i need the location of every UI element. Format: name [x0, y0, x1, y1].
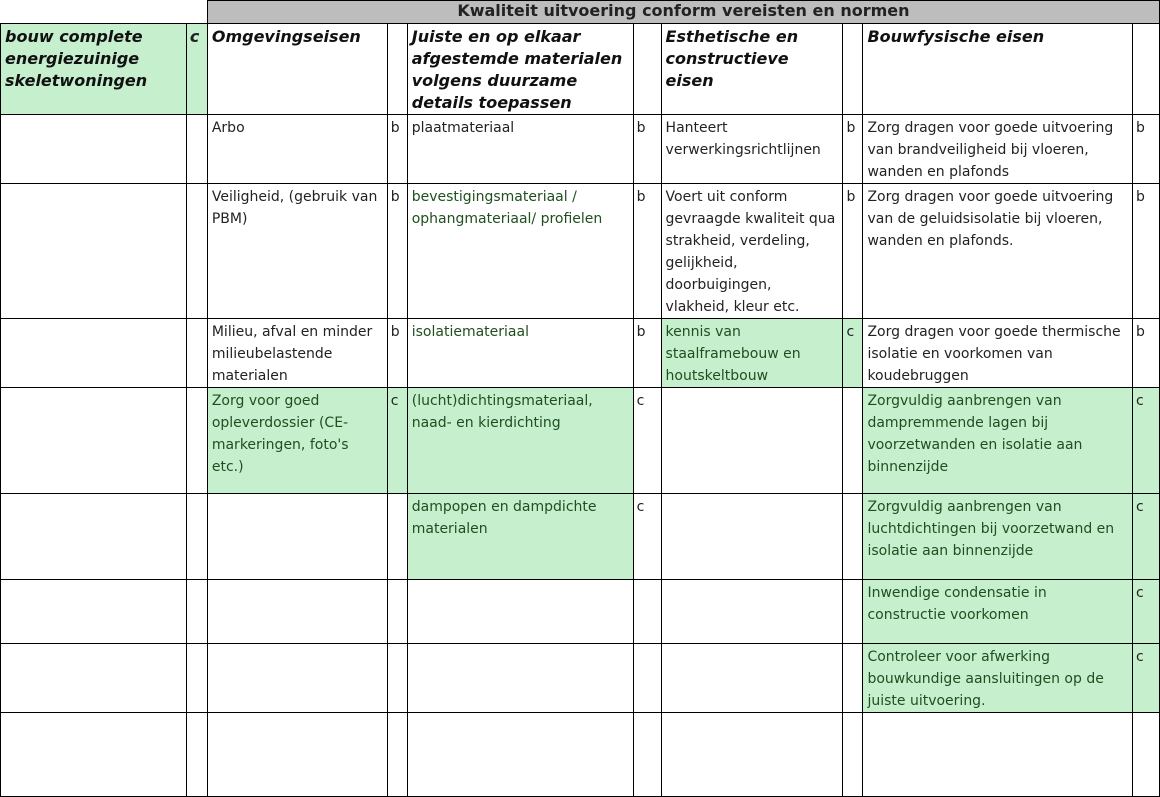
- cell-esthetisch: Hanteert verwerkingsrichtlijnen: [661, 115, 843, 184]
- row-col1-empty: [1, 494, 187, 580]
- row-col1-flag-empty: [186, 319, 207, 388]
- table-row: [1, 494, 1160, 580]
- cell-omgeving: [207, 494, 387, 580]
- row-col1-empty: [1, 115, 187, 184]
- cell-flag: b: [1132, 115, 1159, 184]
- row-empty: [843, 713, 863, 797]
- table-row: [1, 713, 1160, 797]
- cell-bouwfysisch: Zorg dragen voor goede thermische isolatie en voorkomen van koudebruggen: [863, 319, 1133, 388]
- row-empty: [633, 713, 661, 797]
- table-row: [1, 388, 1160, 494]
- header-flag: c: [186, 24, 207, 115]
- cell-omgeving: [207, 644, 387, 713]
- cell-materiaal: [407, 644, 633, 713]
- cell-materiaal: dampopen en dampdichte materialen: [407, 494, 633, 580]
- cell-materiaal: (lucht)dichtingsmateriaal, naad- en kierdichting: [407, 388, 633, 494]
- cell-bouwfysisch: Zorgvuldig aanbrengen van luchtdichtingen bij voorzetwand en isolatie aan binnenzijde: [863, 494, 1133, 580]
- cell-flag: b: [1132, 319, 1159, 388]
- header-materialen: Juiste en op elkaar afgestemde materialen volgens duurzame details toepassen: [407, 24, 633, 115]
- corner-cell: [1, 1, 208, 24]
- cell-flag: c: [1132, 580, 1159, 644]
- cell-flag: c: [1132, 644, 1159, 713]
- cell-flag: [843, 580, 863, 644]
- cell-flag: c: [633, 388, 661, 494]
- cell-materiaal: plaatmateriaal: [407, 115, 633, 184]
- row-col1-empty: [1, 644, 187, 713]
- table-row: [1, 319, 1160, 388]
- cell-esthetisch: Voert uit conform gevraagde kwaliteit qua strakheid, verdeling, gelijkheid, doorbuigingen, vlakheid, kleur etc.: [661, 184, 843, 319]
- row-col1-flag-empty: [186, 388, 207, 494]
- cell-bouwfysisch: Zorgvuldig aanbrengen van dampremmende lagen bij voorzetwanden en isolatie aan binnenzijde: [863, 388, 1133, 494]
- cell-flag: c: [633, 494, 661, 580]
- row-empty: [1132, 713, 1159, 797]
- cell-flag: b: [633, 115, 661, 184]
- cell-bouwfysisch: Zorg dragen voor goede uitvoering van de geluidsisolatie bij vloeren, wanden en plafonds.: [863, 184, 1133, 319]
- header-bouw-complete: bouw complete energiezuinige skeletwoningen: [1, 24, 187, 115]
- row-empty: [661, 713, 843, 797]
- row-col1-empty: [1, 580, 187, 644]
- table-row: [1, 644, 1160, 713]
- row-col1-empty: [1, 319, 187, 388]
- cell-omgeving: Veiligheid, (gebruik van PBM): [207, 184, 387, 319]
- cell-flag: [633, 644, 661, 713]
- cell-flag: b: [387, 184, 407, 319]
- cell-flag: [843, 388, 863, 494]
- cell-esthetisch: [661, 644, 843, 713]
- cell-bouwfysisch: Controleer voor afwerking bouwkundige aansluitingen op de juiste uitvoering.: [863, 644, 1133, 713]
- header-bouwfysische: Bouwfysische eisen: [863, 24, 1133, 115]
- row-col1-empty: [1, 388, 187, 494]
- cell-flag: b: [633, 184, 661, 319]
- cell-flag: b: [387, 115, 407, 184]
- row-col1-empty: [1, 184, 187, 319]
- header-flag-empty: [843, 24, 863, 115]
- cell-flag: [387, 580, 407, 644]
- table-row: [1, 115, 1160, 184]
- header-esthetische: Esthetische en constructieve eisen: [661, 24, 843, 115]
- cell-materiaal: [407, 580, 633, 644]
- table-row: [1, 184, 1160, 319]
- cell-omgeving: [207, 580, 387, 644]
- cell-flag: c: [387, 388, 407, 494]
- cell-bouwfysisch: Zorg dragen voor goede uitvoering van brandveiligheid bij vloeren, wanden en plafonds: [863, 115, 1133, 184]
- cell-flag: c: [843, 319, 863, 388]
- row-empty: [387, 713, 407, 797]
- header-flag-empty: [387, 24, 407, 115]
- cell-omgeving: Arbo: [207, 115, 387, 184]
- cell-flag: [843, 644, 863, 713]
- cell-esthetisch: [661, 388, 843, 494]
- header-flag-empty: [633, 24, 661, 115]
- cell-flag: [633, 580, 661, 644]
- row-col1-flag-empty: [186, 115, 207, 184]
- table-row: [1, 580, 1160, 644]
- cell-omgeving: Milieu, afval en minder milieubelastende materialen: [207, 319, 387, 388]
- row-col1-flag-empty: [186, 494, 207, 580]
- cell-flag: b: [633, 319, 661, 388]
- cell-flag: c: [1132, 388, 1159, 494]
- cell-flag: [843, 494, 863, 580]
- row-empty: [207, 713, 387, 797]
- cell-flag: b: [1132, 184, 1159, 319]
- row-empty: [863, 713, 1133, 797]
- cell-flag: b: [843, 184, 863, 319]
- cell-flag: b: [387, 319, 407, 388]
- cell-flag: b: [843, 115, 863, 184]
- cell-esthetisch: [661, 580, 843, 644]
- row-empty: [407, 713, 633, 797]
- cell-flag: c: [1132, 494, 1159, 580]
- cell-esthetisch: kennis van staalframebouw en houtskeltbouw: [661, 319, 843, 388]
- header-flag-empty: [1132, 24, 1159, 115]
- row-col1-flag-empty: [186, 644, 207, 713]
- cell-materiaal: isolatiemateriaal: [407, 319, 633, 388]
- cell-bouwfysisch: Inwendige condensatie in constructie voorkomen: [863, 580, 1133, 644]
- row-col1-flag-empty: [186, 184, 207, 319]
- cell-esthetisch: [661, 494, 843, 580]
- cell-omgeving: Zorg voor goed opleverdossier (CE-markeringen, foto's etc.): [207, 388, 387, 494]
- cell-materiaal: bevestigingsmateriaal / ophangmateriaal/ profielen: [407, 184, 633, 319]
- row-empty: [1, 713, 187, 797]
- cell-flag: [387, 644, 407, 713]
- row-empty: [186, 713, 207, 797]
- header-omgevingseisen: Omgevingseisen: [207, 24, 387, 115]
- cell-flag: [387, 494, 407, 580]
- row-col1-flag-empty: [186, 580, 207, 644]
- table-title: Kwaliteit uitvoering conform vereisten en normen: [207, 1, 1159, 24]
